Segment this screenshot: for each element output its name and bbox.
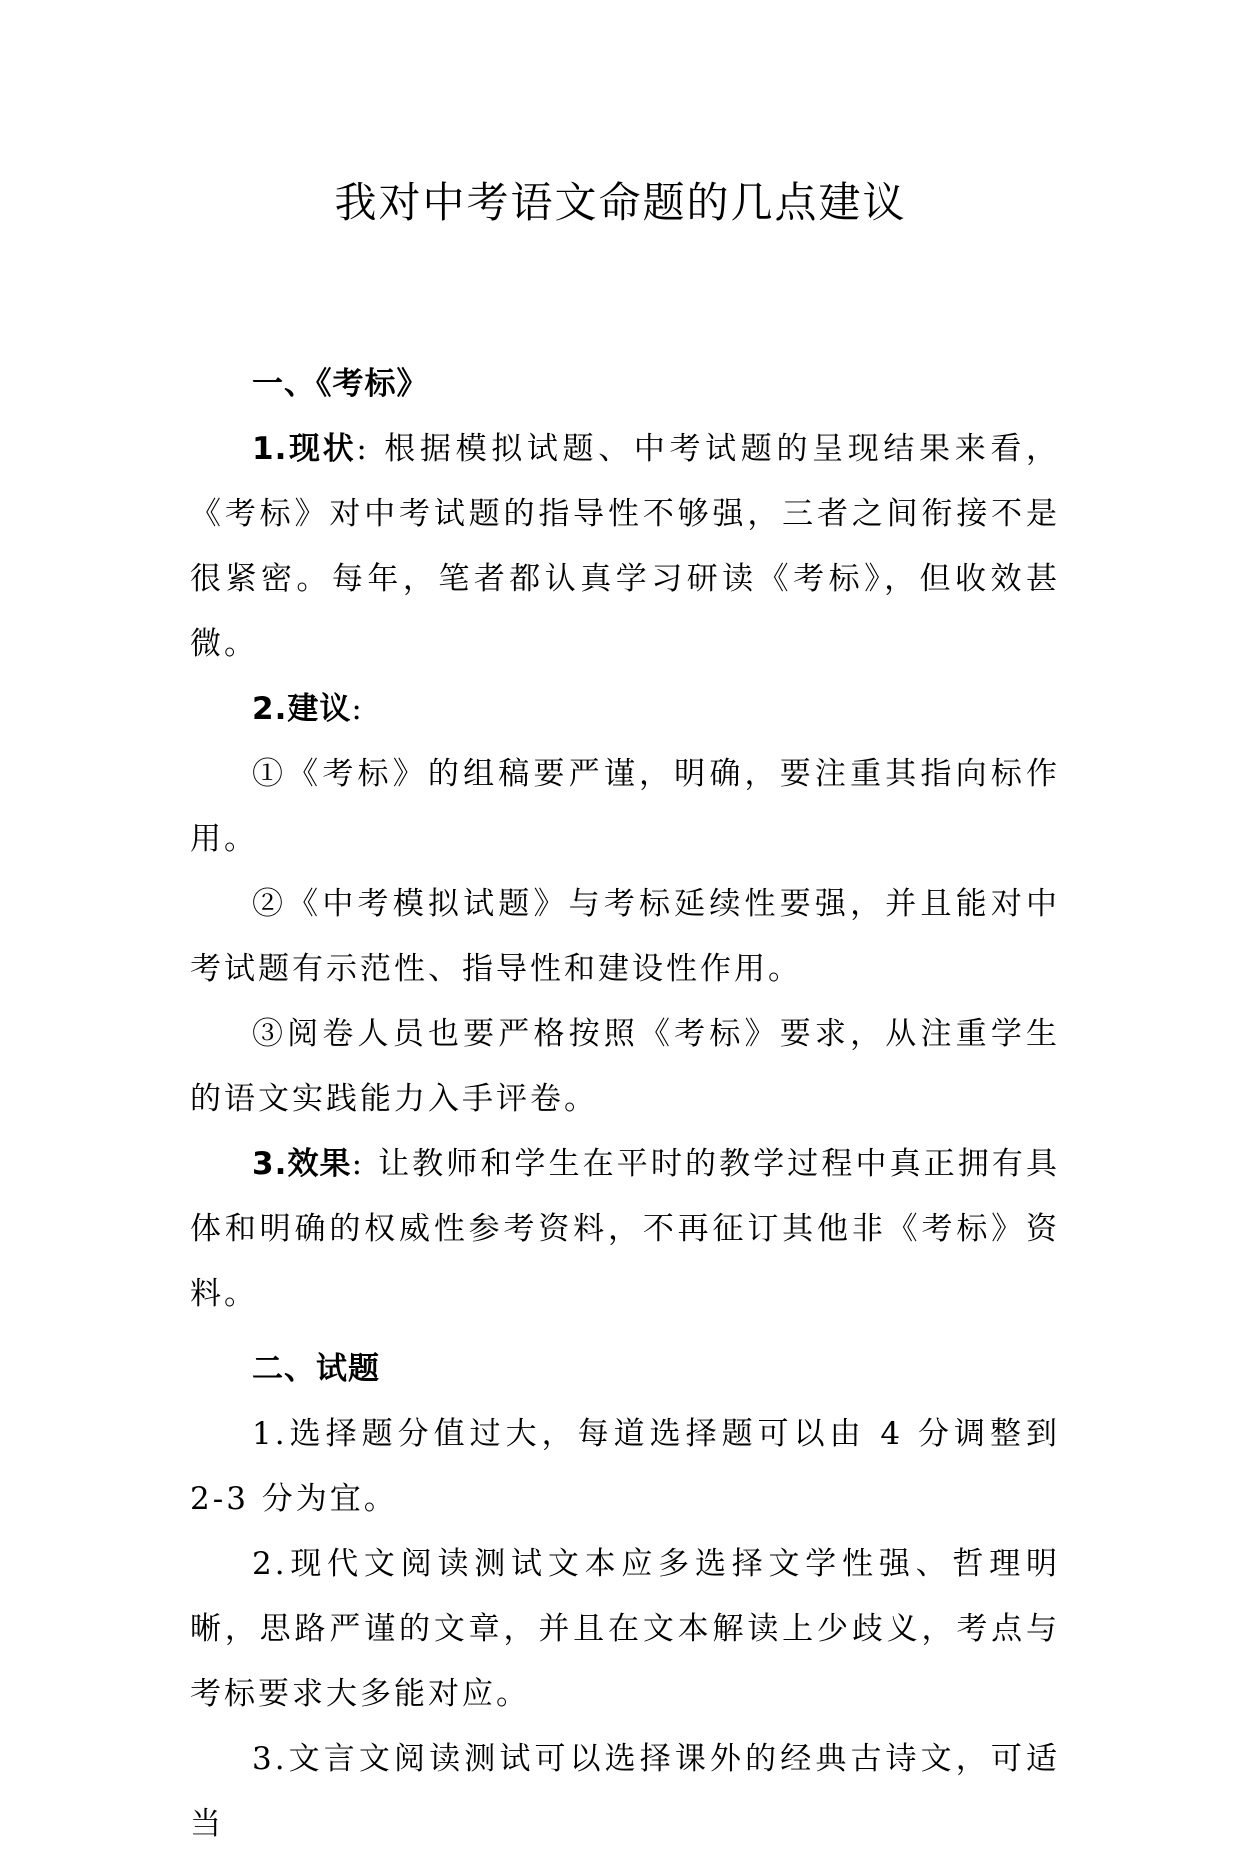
- effect-colon: :: [351, 1146, 366, 1182]
- status-colon: :: [356, 431, 370, 467]
- suggestion-item-3: ③阅卷人员也要严格按照《考标》要求，从注重学生的语文实践能力入手评卷。: [190, 1016, 1060, 1117]
- paragraph-suggestion: [190, 677, 1060, 742]
- suggestion-colon: :: [351, 691, 365, 727]
- document-body: [190, 352, 1060, 1857]
- effect-text: 让教师和学生在平时的教学过程中真正拥有具体和明确的权威性参考资料，不再征订其他非《考标》资料。: [190, 1146, 1060, 1312]
- suggestion-item-2: ②《中考模拟试题》与考标延续性要强，并且能对中考试题有示范性、指导性和建设性作用。: [190, 886, 1060, 987]
- document-title: 我对中考语文命题的几点建议: [334, 178, 907, 227]
- status-text: 根据模拟试题、中考试题的呈现结果来看，《考标》对中考试题的指导性不够强，三者之间衔接不是很紧密。每年，笔者都认真学习研读《考标》，但收效甚微。: [190, 431, 1061, 662]
- exam-item-1: 1.选择题分值过大，每道选择题可以由 4 分调整到 2-3 分为宜。: [190, 1416, 1060, 1517]
- effect-label: 3.效果: [252, 1146, 352, 1182]
- suggestion-label: 2.建议: [252, 691, 352, 727]
- status-label: 1.现状: [252, 431, 357, 467]
- exam-item-2: 2.现代文阅读测试文本应多选择文学性强、哲理明晰，思路严谨的文章，并且在文本解读上少歧义，考点与考标要求大多能对应。: [190, 1546, 1060, 1712]
- exam-item-3: 3.文言文阅读测试可以选择课外的经典古诗文，可适当: [190, 1741, 1060, 1842]
- paragraph-effect: [190, 1132, 1060, 1327]
- section-heading-1: 一、《考标》: [252, 366, 429, 402]
- suggestion-item-1: ①《考标》的组稿要严谨，明确，要注重其指向标作用。: [190, 756, 1060, 857]
- section-heading-2: 二、试题: [252, 1351, 380, 1387]
- paragraph-status: [190, 417, 1060, 677]
